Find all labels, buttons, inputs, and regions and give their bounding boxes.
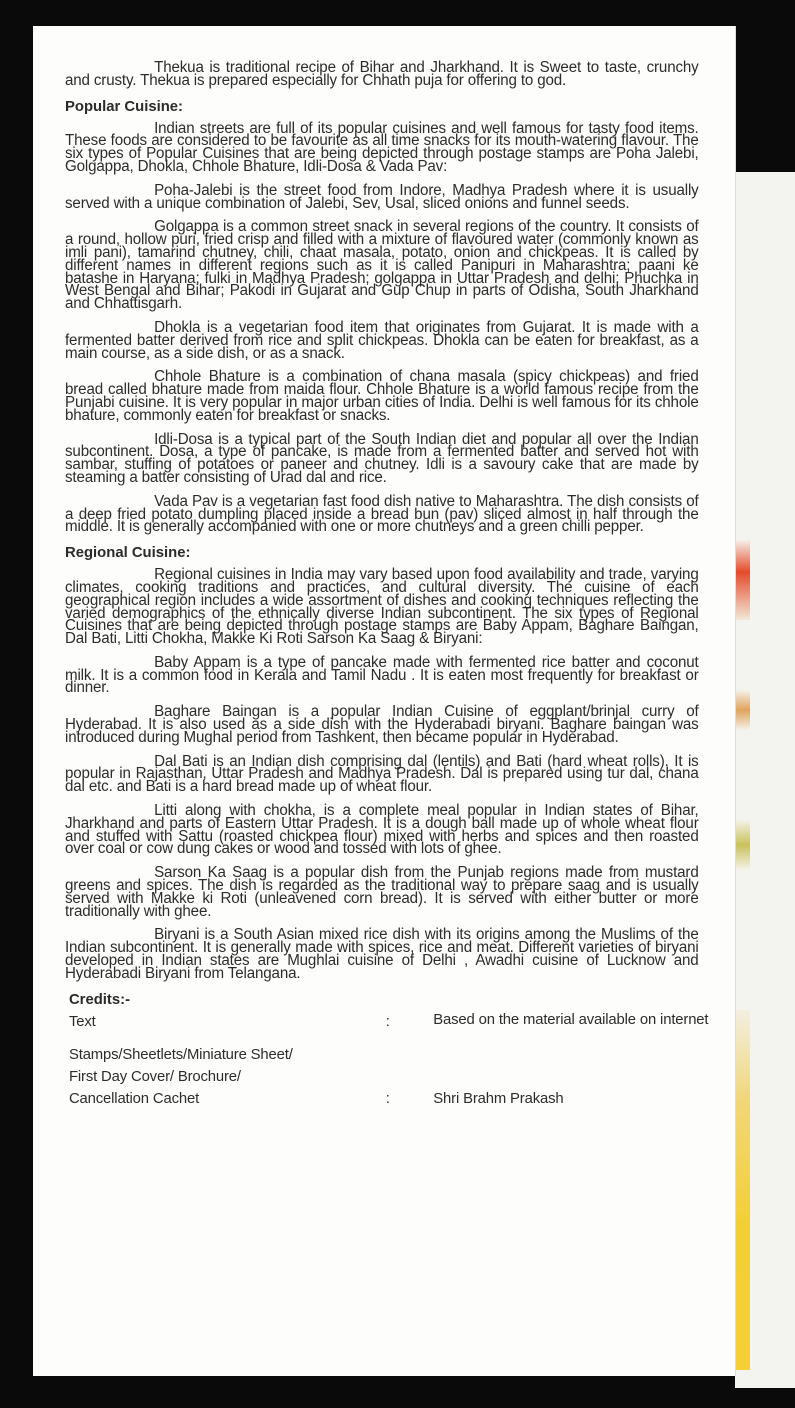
- credits-colon: :: [385, 1089, 390, 1107]
- credits-label: Stamps/Sheetlets/Miniature Sheet/: [68, 1045, 293, 1063]
- popular-paragraph: Dhokla is a vegetarian food item that originates from Gujarat. It is made with a fermented batter derived from rice and split chickpeas. Dhokla can be eaten for breakfast, as a main course, as a side dish, or as a snack.: [65, 318, 699, 362]
- regional-paragraph: Regional cuisines in India may vary based upon food availability and trade, varying climates, cooking traditions and practices, and cultural diversity. The cuisine of each geographical region includes a wide assortment of dishes and cooking techniques reflecting the varied demographics of the ethnically diverse Indian subcontinent. The six types of Regional Cuisines that are being depicted through postage stamps are Baby Appam, Baghare Baingan, Dal Bati, Litti Chokha, Makke Ki Roti Sarson Ka Saag & Biryani:: [65, 566, 699, 648]
- regional-paragraph: Dal Bati is an Indian dish comprising dal (lentils) and Bati (hard wheat rolls). It is popular in Rajasthan, Uttar Pradesh and Madhya Pradesh. Dal is prepared using tur dal, chana dal etc. and Bati is a hard bread made up of wheat flour.: [65, 752, 699, 796]
- regional-paragraph: Baghare Baingan is a popular Indian Cuisine of eggplant/brinjal curry of Hyderabad. It is also used as a side dish with the Hyderabadi biryani. Baghare baingan was introduced during Mughal period from Tashkent, then became popular in Hyderabad.: [65, 703, 699, 746]
- intro-paragraph: Thekua is traditional recipe of Bihar and Jharkhand. It is Sweet to taste, crunchy and crusty. Thekua is prepared especially for Chhath puja for offering to god.: [65, 59, 699, 89]
- credits-colon: :: [385, 1012, 390, 1030]
- credits-label: Cancellation Cachet: [68, 1089, 200, 1107]
- credits-section: [65, 990, 709, 1107]
- popular-paragraph: Vada Pav is a vegetarian fast food dish native to Maharashtra. The dish consists of a deep fried potato dumpling placed inside a bread bun (pav) sliced almost in half through the middle. It is generally accompanied with one or more chutneys and a green chilli pepper.: [65, 492, 699, 536]
- popular-paragraph: Indian streets are full of its popular cuisines and well famous for tasty food items. These foods are considered to be favourite as all time snacks for its mouth-watering flavour. The six types of Popular Cuisines that are being depicted through postage stamps are Poha Jalebi, Golgappa, Dhokla, Chhole Bhature, Idli-Dosa & Vada Pav:: [65, 119, 699, 175]
- regional-paragraph: Baby Appam is a type of pancake made with fermented rice batter and coconut milk. It is a common food in Kerala and Tamil Nadu . It is eaten most frequently for breakfast or dinner.: [65, 653, 699, 697]
- credits-heading: Credits:-: [68, 990, 131, 1008]
- credits-label: First Day Cover/ Brochure/: [68, 1067, 241, 1085]
- popular-cuisine-heading: Popular Cuisine:: [65, 97, 183, 115]
- credits-label: Text: [68, 1012, 96, 1030]
- popular-paragraph: Chhole Bhature is a combination of chana masala (spicy chickpeas) and fried bread called bhature made from maida flour. Chhole Bhature is a world famous recipe from the Punjabi cuisine. It is very popular in major urban cities of India. Delhi is well famous for its chhole bhature, commonly eaten for breakfast or snacks.: [65, 368, 699, 424]
- popular-paragraph: Golgappa is a common street snack in several regions of the country. It consists of a round, hollow puri, fried crisp and filled with a mixture of flavoured water (commonly known as imli pani), tamarind chutney, chili, chaat masala, potato, onion and chickpeas. It is called by different names in different regions such as it is called Panipuri in Maharashtra; paani ke batashe in Haryana; fulki in Madhya Pradesh; golgappa in Uttar Pradesh and delhi; Phuchka in West Bengal and Bihar; Pakodi in Gujarat and Gup Chup in parts of Odisha, South Jharkhand and Chhattisgarh.: [65, 218, 699, 313]
- popular-paragraph: Idli-Dosa is a typical part of the South Indian diet and popular all over the Indian subcontinent. Dosa, a type of pancake, is made from a fermented batter and served hot with sambar, stuffing of potatoes or paneer and chutney. Idli is a savoury cake that are made by steaming a batter consisting of Urad dal and rice.: [65, 430, 699, 486]
- brochure-page: [33, 26, 735, 1376]
- credits-value: Based on the material available on internet: [433, 1010, 709, 1028]
- popular-paragraph: Poha-Jalebi is the street food from Indore, Madhya Pradesh where it is usually served with a unique combination of Jalebi, Sev, Usal, sliced onions and funnel seeds.: [65, 181, 699, 212]
- brochure-text: [65, 59, 709, 1107]
- regional-cuisine-heading: Regional Cuisine:: [65, 544, 191, 562]
- credits-value: Shri Brahm Prakash: [433, 1089, 564, 1107]
- regional-paragraph: Litti along with chokha, is a complete meal popular in Indian states of Bihar, Jharkhand and parts of Eastern Uttar Pradesh. It is a dough ball made up of whole wheat flour and stuffed with Sattu (roasted chickpea flour) mixed with herbs and spices and then roasted over coal or cow dung cakes or wood and tossed with lots of ghee.: [65, 802, 699, 858]
- regional-paragraph: Sarson Ka Saag is a popular dish from the Punjab regions made from mustard greens and spices. The dish is regarded as the traditional way to prepare saag and is usually served with Makke ki Roti (unleavened corn bread). It is served with either butter or more traditionally with ghee.: [65, 864, 699, 920]
- regional-paragraph: Biryani is a South Asian mixed rice dish with its origins among the Muslims of the Indian subcontinent. It is generally made with spices, rice and meat. Different varieties of biryani developed in Indian states are Mughlai cuisine of Delhi , Awadhi cuisine of Lucknow and Hyderabadi Biryani from Telangana.: [65, 926, 699, 982]
